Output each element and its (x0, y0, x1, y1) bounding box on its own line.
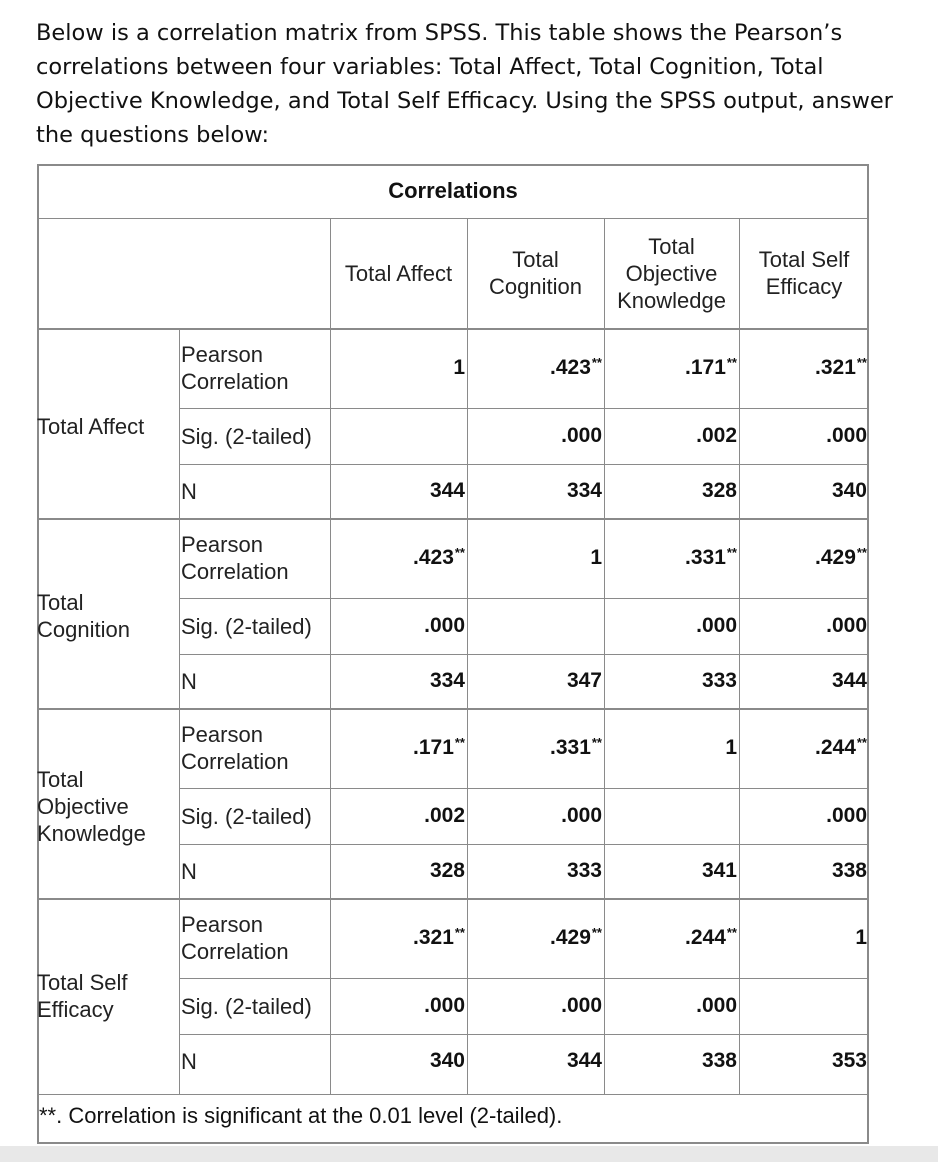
sig-value: .000 (561, 424, 602, 447)
pearson-value (330, 708, 467, 788)
sig-value: .002 (696, 424, 737, 447)
significance-marker: ** (856, 354, 867, 370)
pearson-number: .244 (685, 926, 726, 949)
pearson-value (604, 518, 739, 598)
pearson-number: 1 (855, 926, 867, 949)
pearson-value (330, 898, 467, 978)
pearson-number: .423 (413, 546, 454, 569)
significance-marker: ** (591, 354, 602, 370)
pearson-value (739, 518, 869, 598)
significance-marker: ** (454, 924, 465, 940)
pearson-number: 1 (725, 736, 737, 759)
sig-value (330, 408, 467, 464)
pearson-value (604, 898, 739, 978)
n-value: 340 (429, 1049, 465, 1072)
sig-value: .000 (424, 994, 465, 1017)
sig-value: .000 (826, 804, 867, 827)
stat-label: Sig. (2-tailed) (181, 613, 312, 639)
table-border-top (37, 164, 869, 166)
significance-marker: ** (856, 544, 867, 560)
n-value: 341 (701, 859, 737, 882)
stat-label: Pearson Correlation (181, 532, 289, 584)
n-value: 353 (831, 1049, 867, 1072)
row-header: Total Self Efficacy (37, 970, 128, 1022)
pearson-number: .423 (550, 356, 591, 379)
sig-value (739, 978, 869, 1034)
n-value: 328 (701, 479, 737, 502)
stat-label: Pearson Correlation (181, 912, 289, 964)
stat-label: Pearson Correlation (181, 342, 289, 394)
pearson-number: 1 (590, 546, 602, 569)
sig-value (604, 788, 739, 844)
n-value: 333 (566, 859, 602, 882)
stat-label: Sig. (2-tailed) (181, 423, 312, 449)
significance-marker: ** (591, 734, 602, 750)
pearson-value (739, 328, 869, 408)
column-header: Total Affect (344, 260, 453, 286)
pearson-value (467, 518, 604, 598)
row-header: Total Cognition (37, 590, 130, 642)
significance-marker: ** (726, 354, 737, 370)
significance-marker: ** (726, 544, 737, 560)
pearson-value (604, 708, 739, 788)
pearson-value (739, 898, 869, 978)
pearson-value (330, 328, 467, 408)
sig-value: .000 (424, 614, 465, 637)
sig-value: .000 (561, 994, 602, 1017)
footnote-divider (37, 1094, 869, 1095)
sig-value: .000 (826, 424, 867, 447)
table-footnote: **. Correlation is significant at the 0.01 level (2-tailed). (39, 1103, 563, 1128)
n-value: 344 (831, 669, 867, 692)
pearson-number: .171 (413, 736, 454, 759)
pearson-value (604, 328, 739, 408)
significance-marker: ** (591, 924, 602, 940)
sig-value: .000 (826, 614, 867, 637)
n-value: 340 (831, 479, 867, 502)
sig-value: .000 (696, 994, 737, 1017)
column-header: Total Self Efficacy (758, 247, 850, 299)
sig-value: .000 (561, 804, 602, 827)
pearson-number: .171 (685, 356, 726, 379)
pearson-number: .331 (685, 546, 726, 569)
n-value: 333 (701, 669, 737, 692)
pearson-number: .244 (815, 736, 856, 759)
pearson-number: .321 (413, 926, 454, 949)
n-value: 338 (701, 1049, 737, 1072)
pearson-value (330, 518, 467, 598)
pearson-number: .321 (815, 356, 856, 379)
pearson-number: .331 (550, 736, 591, 759)
significance-marker: ** (856, 734, 867, 750)
stat-label: Sig. (2-tailed) (181, 993, 312, 1019)
pearson-number: 1 (453, 356, 465, 379)
significance-marker: ** (454, 544, 465, 560)
stat-label: Sig. (2-tailed) (181, 803, 312, 829)
pearson-number: .429 (550, 926, 591, 949)
n-value: 338 (831, 859, 867, 882)
pearson-value (467, 328, 604, 408)
pearson-number: .429 (815, 546, 856, 569)
row-header: Total Objective Knowledge (37, 766, 146, 846)
pearson-value (739, 708, 869, 788)
row-header: Total Affect (37, 413, 145, 439)
stat-label: Pearson Correlation (181, 722, 289, 774)
n-value: 347 (566, 669, 602, 692)
column-header: Total Cognition (489, 247, 582, 299)
table-title: Correlations (388, 178, 518, 203)
significance-marker: ** (726, 924, 737, 940)
intro-paragraph: Below is a correlation matrix from SPSS. This table shows the Pearson’s correlations between four variables: Total Affect, Total Cognition, Total Objective Knowledge, and Total Self Efficacy. Using the SPSS output, answer the questions below: (36, 20, 893, 148)
correlations-table (37, 164, 869, 1144)
stat-label: N (181, 668, 197, 694)
table-border-bottom (37, 1142, 869, 1144)
sig-value: .002 (424, 804, 465, 827)
n-value: 334 (429, 669, 465, 692)
stat-label: N (181, 478, 197, 504)
stat-label: N (181, 858, 197, 884)
n-value: 334 (566, 479, 602, 502)
bottom-scroll-strip (0, 1146, 938, 1162)
sig-value: .000 (696, 614, 737, 637)
stat-divider (179, 328, 180, 1094)
stat-label: N (181, 1048, 197, 1074)
pearson-value (467, 708, 604, 788)
sig-value (467, 598, 604, 654)
significance-marker: ** (454, 734, 465, 750)
n-value: 344 (429, 479, 465, 502)
column-header: Total Objective Knowledge (617, 233, 726, 313)
n-value: 328 (429, 859, 465, 882)
n-value: 344 (566, 1049, 602, 1072)
pearson-value (467, 898, 604, 978)
